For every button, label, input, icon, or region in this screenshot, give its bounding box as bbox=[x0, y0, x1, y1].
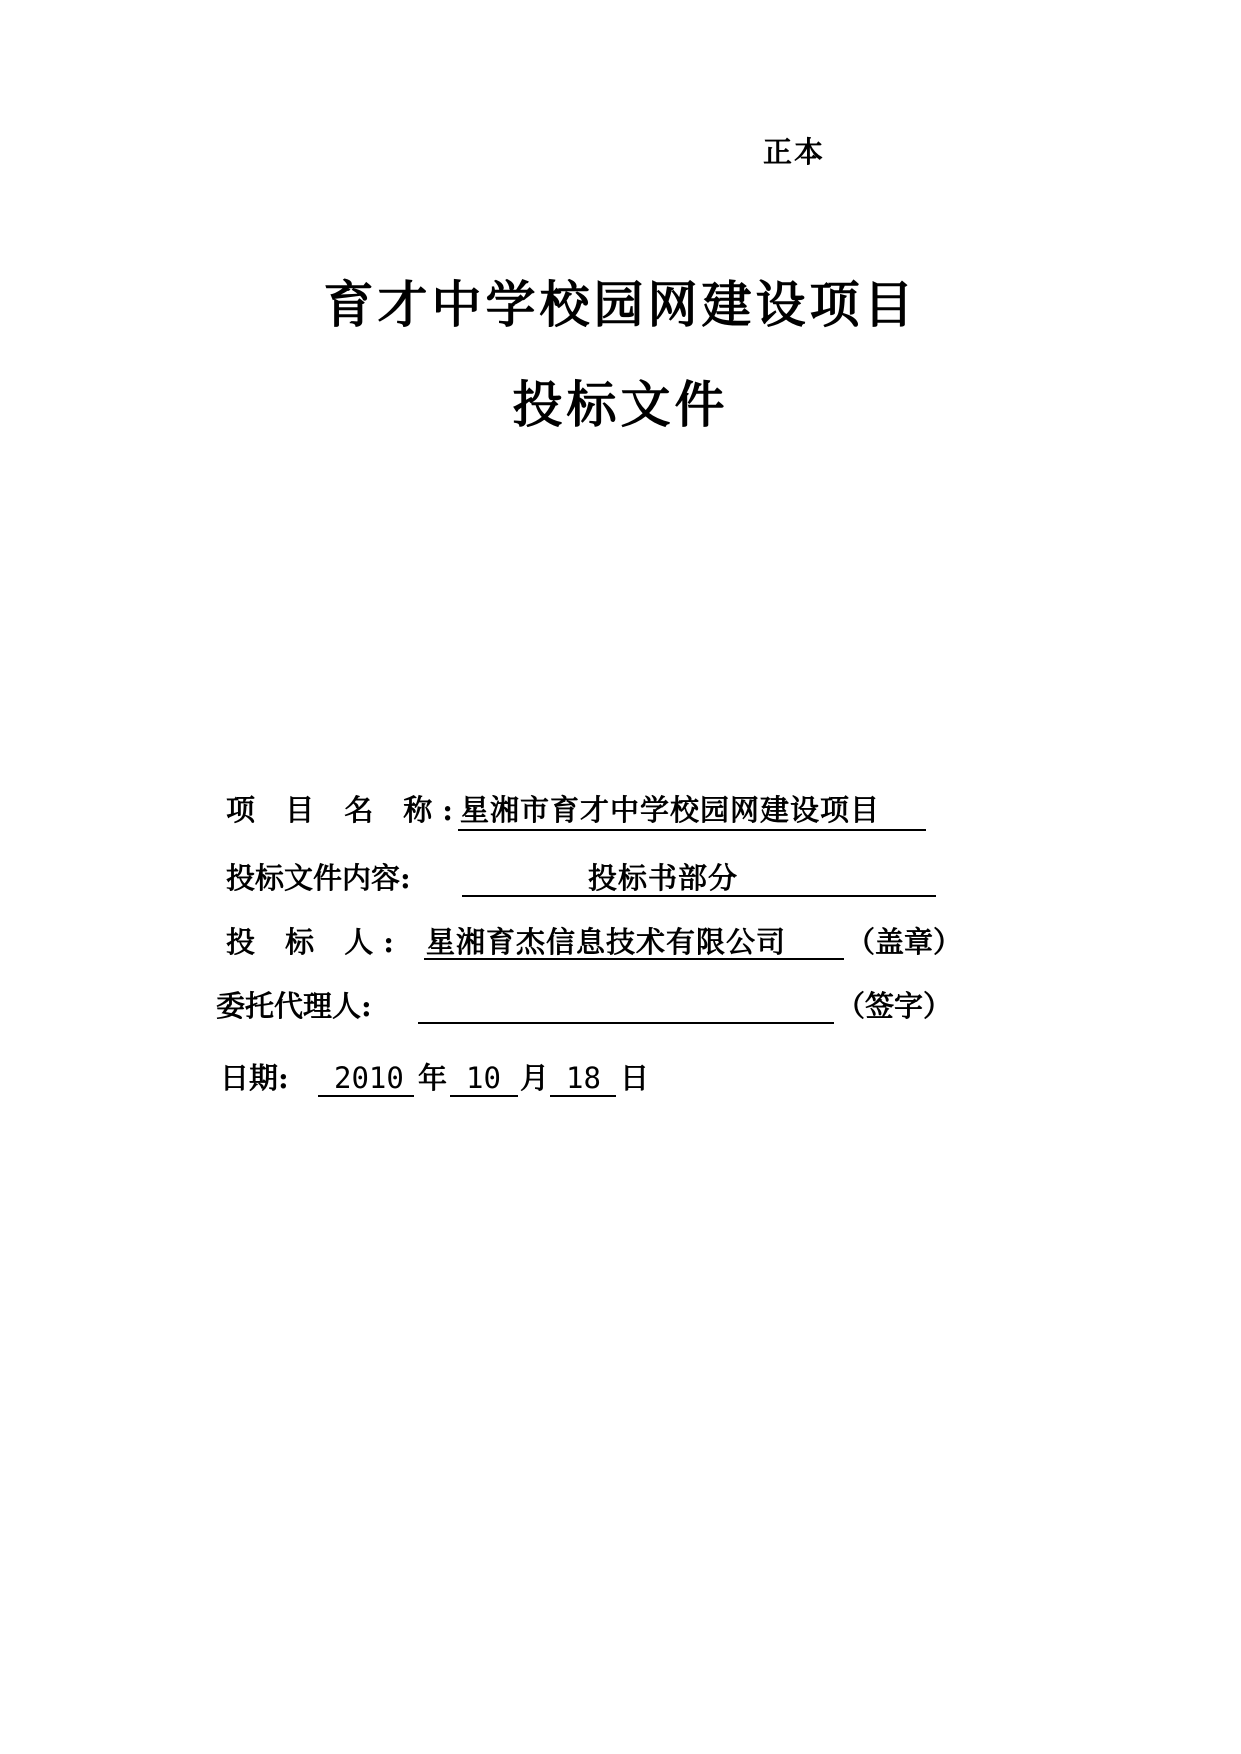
document-subtitle: 投标文件 bbox=[512, 375, 729, 434]
content-value: 投标书部分 bbox=[588, 861, 739, 895]
agent-signature-line bbox=[418, 1022, 834, 1024]
date-label: 日期: bbox=[220, 1061, 289, 1095]
date-month-underline bbox=[450, 1095, 518, 1097]
content-label: 投标文件内容: bbox=[226, 861, 411, 895]
signature-note: （签字） bbox=[836, 989, 953, 1023]
document-title: 育才中学校园网建设项目 bbox=[323, 275, 918, 334]
copy-mark: 正本 bbox=[763, 135, 826, 169]
date-month-unit: 月 bbox=[520, 1061, 550, 1095]
content-underline bbox=[462, 895, 936, 897]
date-day-underline bbox=[550, 1095, 616, 1097]
bidder-underline bbox=[424, 958, 844, 960]
bidder-value: 星湘育杰信息技术有限公司 bbox=[426, 925, 787, 959]
date-year-underline bbox=[318, 1095, 414, 1097]
project-name-value: 星湘市育才中学校园网建设项目 bbox=[460, 793, 881, 827]
date-day: 18 bbox=[566, 1061, 601, 1095]
bidder-label: 投 标 人: bbox=[226, 925, 404, 959]
date-day-unit: 日 bbox=[620, 1061, 650, 1095]
project-name-label: 项 目 名 称: bbox=[226, 793, 463, 827]
date-month: 10 bbox=[466, 1061, 501, 1095]
project-name-underline bbox=[458, 829, 926, 831]
date-year: 2010 bbox=[334, 1061, 404, 1095]
agent-label: 委托代理人: bbox=[216, 989, 372, 1023]
seal-note: （盖章） bbox=[846, 925, 963, 959]
date-year-unit: 年 bbox=[418, 1061, 448, 1095]
